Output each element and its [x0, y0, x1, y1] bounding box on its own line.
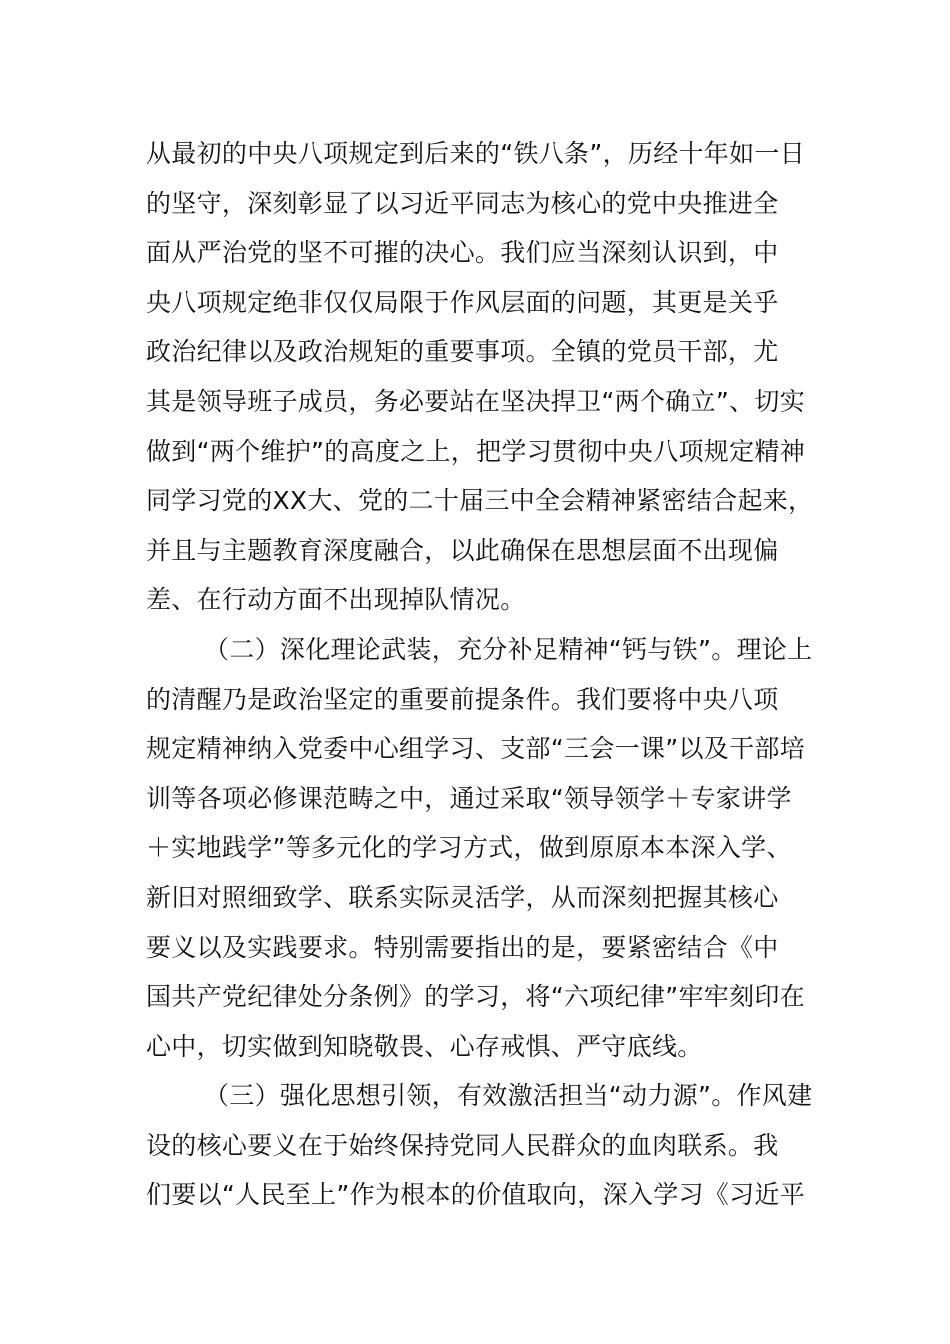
text-line: 训等各项必修课范畴之中，通过采取“领导领学＋专家讲学: [146, 783, 792, 813]
text-line: 心中，切实做到知晓敬畏、心存戒惧、严守底线。: [146, 1031, 703, 1061]
text-line: 并且与主题教育深度融合，以此确保在思想层面不出现偏: [146, 535, 779, 565]
text-line: 规定精神纳入党委中心组学习、支部“三会一课”以及干部培: [146, 734, 806, 764]
text-line: 的坚守，深刻彰显了以习近平同志为核心的党中央推进全: [146, 188, 779, 218]
text-line: 们要以“人民至上”作为根本的价值取向，深入学习《习近平: [146, 1180, 806, 1210]
text-line: 差、在行动方面不出现掉队情况。: [146, 585, 526, 615]
text-line: 的清醒乃是政治坚定的重要前提条件。我们要将中央八项: [146, 684, 779, 714]
text-line: 国共产党纪律处分条例》的学习，将“六项纪律”牢牢刻印在: [146, 982, 806, 1012]
text-line: ＋实地践学”等多元化的学习方式，做到原原本本深入学、: [146, 833, 792, 863]
text-line: 从最初的中央八项规定到后来的“铁八条”，历经十年如一日: [146, 139, 806, 168]
text-line: 央八项规定绝非仅仅局限于作风层面的问题，其更是关乎: [146, 287, 779, 317]
paragraph-first-line: （二）深化理论武装，充分补足精神“钙与铁”。理论上: [204, 634, 813, 664]
text-line: 同学习党的XX大、党的二十届三中全会精神紧密结合起来，: [146, 486, 814, 516]
text-line: 面从严治党的坚不可摧的决心。我们应当深刻认识到，中: [146, 238, 779, 268]
text-line: 新旧对照细致学、联系实际灵活学，从而深刻把握其核心: [146, 882, 779, 912]
document-body: [146, 129, 846, 1220]
paragraph-first-line: （三）强化思想引领，有效激活担当“动力源”。作风建: [204, 1081, 813, 1111]
text-line: 其是领导班子成员，务必要站在坚决捍卫“两个确立”、切实: [146, 386, 806, 416]
text-line: 做到“两个维护”的高度之上，把学习贯彻中央八项规定精神: [146, 436, 806, 466]
text-line: 要义以及实践要求。特别需要指出的是，要紧密结合《中: [146, 932, 779, 962]
text-line: 政治纪律以及政治规矩的重要事项。全镇的党员干部，尤: [146, 337, 779, 367]
text-line: 设的核心要义在于始终保持党同人民群众的血肉联系。我: [146, 1130, 779, 1160]
